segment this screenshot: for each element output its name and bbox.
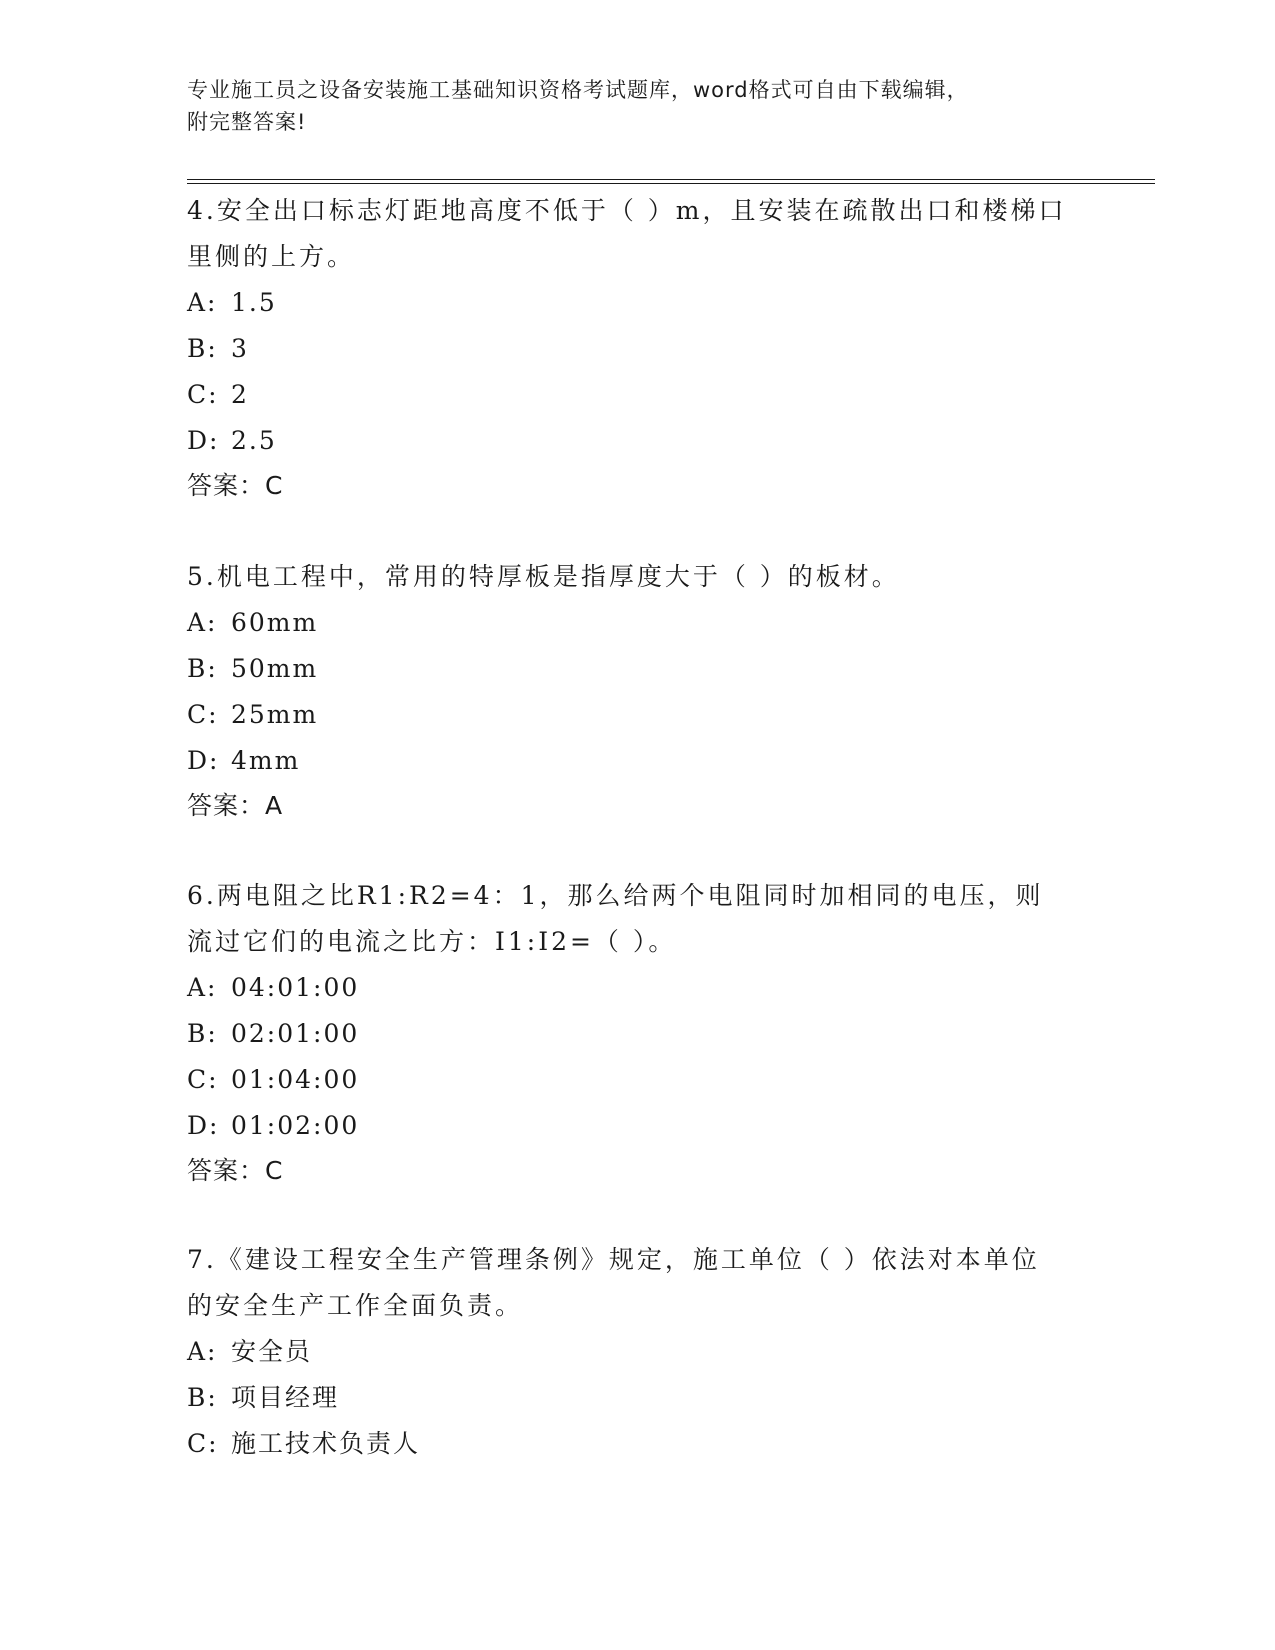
question-7	[187, 1237, 1067, 1467]
option-a	[187, 600, 1067, 646]
option-b	[187, 1375, 1067, 1421]
option-letter: C:	[187, 700, 219, 729]
option-letter: B:	[187, 334, 218, 363]
option-c	[187, 1057, 1067, 1103]
option-letter: A:	[187, 973, 218, 1002]
option-a	[187, 1329, 1067, 1375]
question-5	[187, 554, 1067, 828]
question-text: 7.《建设工程安全生产管理条例》规定，施工单位（ ）依法对本单位的安全生产工作全面负责。	[187, 1245, 1040, 1320]
header-line-1: 专业施工员之设备安装施工基础知识资格考试题库，word格式可自由下载编辑，	[187, 78, 969, 102]
option-letter: D:	[187, 426, 220, 455]
option-value: 2.5	[231, 426, 277, 455]
option-b	[187, 1011, 1067, 1057]
option-d	[187, 1103, 1067, 1149]
option-letter: B:	[187, 1383, 218, 1412]
option-c	[187, 692, 1067, 738]
option-letter: D:	[187, 746, 220, 775]
option-value: 施工技术负责人	[231, 1429, 421, 1458]
question-text: 5.机电工程中，常用的特厚板是指厚度大于（ ）的板材。	[187, 562, 900, 591]
option-value: 25mm	[231, 700, 319, 729]
header-divider-bottom	[187, 183, 1155, 184]
question-text: 4.安全出口标志灯距地高度不低于（ ）m，且安装在疏散出口和楼梯口里侧的上方。	[187, 196, 1067, 271]
option-letter: D:	[187, 1111, 220, 1140]
option-a	[187, 280, 1067, 326]
option-letter: B:	[187, 654, 218, 683]
option-a	[187, 965, 1067, 1011]
answer-line: 答案：C	[187, 471, 284, 500]
option-value: 安全员	[231, 1337, 313, 1366]
document-header	[187, 74, 1087, 138]
option-letter: C:	[187, 1065, 219, 1094]
option-value: 50mm	[231, 654, 319, 683]
option-letter: A:	[187, 288, 218, 317]
option-letter: A:	[187, 608, 218, 637]
option-value: 04:01:00	[231, 973, 360, 1002]
option-value: 2	[231, 380, 249, 409]
option-value: 01:02:00	[231, 1111, 360, 1140]
option-letter: C:	[187, 380, 219, 409]
answer-line: 答案：C	[187, 1156, 284, 1185]
option-letter: C:	[187, 1429, 219, 1458]
option-value: 4mm	[231, 746, 301, 775]
option-letter: B:	[187, 1019, 218, 1048]
option-value: 60mm	[231, 608, 319, 637]
option-d	[187, 738, 1067, 784]
option-b	[187, 326, 1067, 372]
option-letter: A:	[187, 1337, 218, 1366]
header-divider-top	[187, 179, 1155, 180]
option-value: 1.5	[231, 288, 277, 317]
option-value: 02:01:00	[231, 1019, 360, 1048]
option-value: 01:04:00	[231, 1065, 360, 1094]
question-text: 6.两电阻之比R1:R2=4：1，那么给两个电阻同时加相同的电压，则流过它们的电流之比方：I1:I2=（ ）。	[187, 881, 1044, 956]
option-value: 3	[231, 334, 249, 363]
answer-line: 答案：A	[187, 791, 284, 820]
question-4	[187, 188, 1067, 508]
option-d	[187, 418, 1067, 464]
question-6	[187, 873, 1067, 1193]
option-value: 项目经理	[231, 1383, 340, 1412]
header-line-2: 附完整答案!	[187, 110, 307, 134]
option-c	[187, 1421, 1067, 1467]
option-c	[187, 372, 1067, 418]
option-b	[187, 646, 1067, 692]
